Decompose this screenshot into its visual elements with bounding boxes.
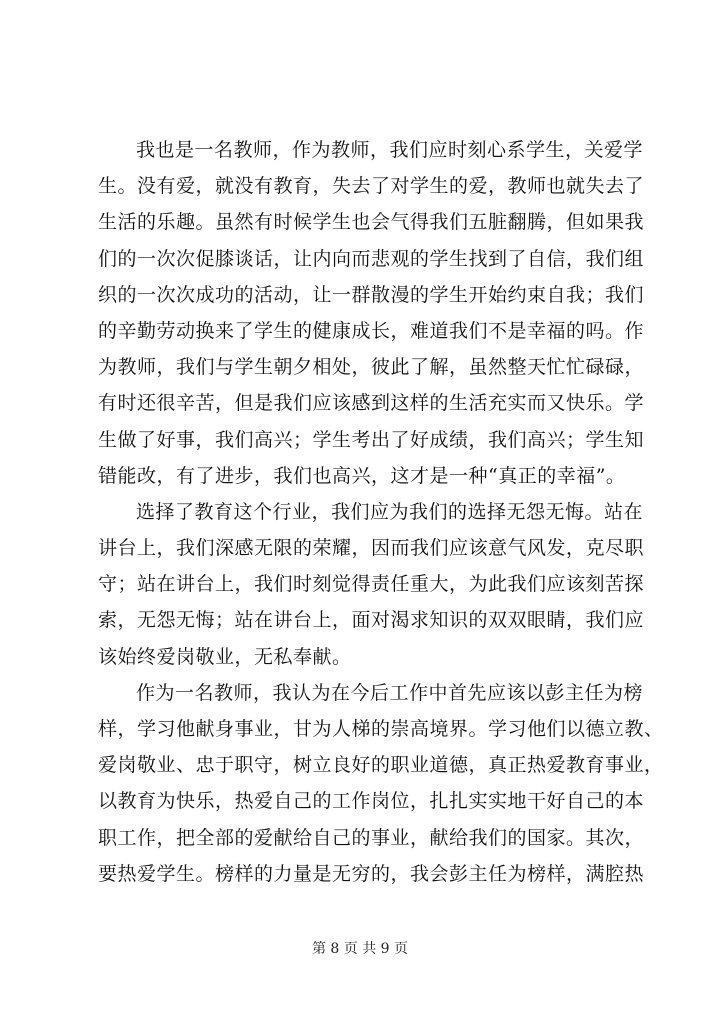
- text-line: 爱岗敬业、忠于职守，树立良好的职业道德，真正热爱教育事业，: [98, 754, 664, 777]
- text-line: 样，学习他献身事业，甘为人梯的崇高境界。学习他们以德立教、: [98, 718, 664, 740]
- text-line: 守；站在讲台上，我们时刻觉得责任重大，为此我们应该刻苦探: [98, 573, 645, 596]
- page-number-footer: 第 8 页 共 9 页: [311, 941, 409, 957]
- body-text: [98, 132, 664, 892]
- text-line: 有时还很辛苦，但是我们应该感到这样的生活充实而又快乐。学: [98, 392, 645, 415]
- text-line: 生活的乐趣。虽然有时候学生也会气得我们五脏翻腾，但如果我: [98, 211, 645, 234]
- text-line: 职工作，把全部的爱献给自己的事业，献给我们的国家。其次，: [98, 826, 645, 849]
- text-line: 该始终爱岗敬业，无私奉献。: [98, 645, 352, 668]
- text-line: 以教育为快乐，热爱自己的工作岗位，扎扎实实地干好自己的本: [98, 790, 645, 813]
- text-line: 们的一次次促膝谈话，让内向而悲观的学生找到了自信，我们组: [98, 247, 645, 270]
- text-line: 索，无怨无悔；站在讲台上，面对渴求知识的双双眼睛，我们应: [98, 609, 645, 632]
- text-line: 的辛勤劳动换来了学生的健康成长，难道我们不是幸福的吗。作: [98, 319, 645, 342]
- text-line: 错能改，有了进步，我们也高兴，这才是一种“真正的幸福”。: [98, 464, 626, 487]
- text-line: 织的一次次成功的活动，让一群散漫的学生开始约束自我；我们: [98, 283, 645, 306]
- text-line: 我也是一名教师，作为教师，我们应时刻心系学生，关爱学: [136, 139, 644, 161]
- text-line: 选择了教育这个行业，我们应为我们的选择无怨无悔。站在: [136, 500, 644, 523]
- text-line: 作为一名教师，我认为在今后工作中首先应该以彭主任为榜: [136, 681, 644, 704]
- text-line: 要热爱学生。榜样的力量是无穷的，我会彭主任为榜样，满腔热: [98, 862, 645, 885]
- text-line: 生做了好事，我们高兴；学生考出了好成绩，我们高兴；学生知: [98, 428, 645, 451]
- text-line: 生。没有爱，就没有教育，失去了对学生的爱，教师也就失去了: [98, 175, 645, 198]
- text-line: 讲台上，我们深感无限的荣耀，因而我们应该意气风发，克尽职: [98, 537, 645, 560]
- text-line: 为教师，我们与学生朝夕相处，彼此了解，虽然整天忙忙碌碌，: [98, 356, 645, 379]
